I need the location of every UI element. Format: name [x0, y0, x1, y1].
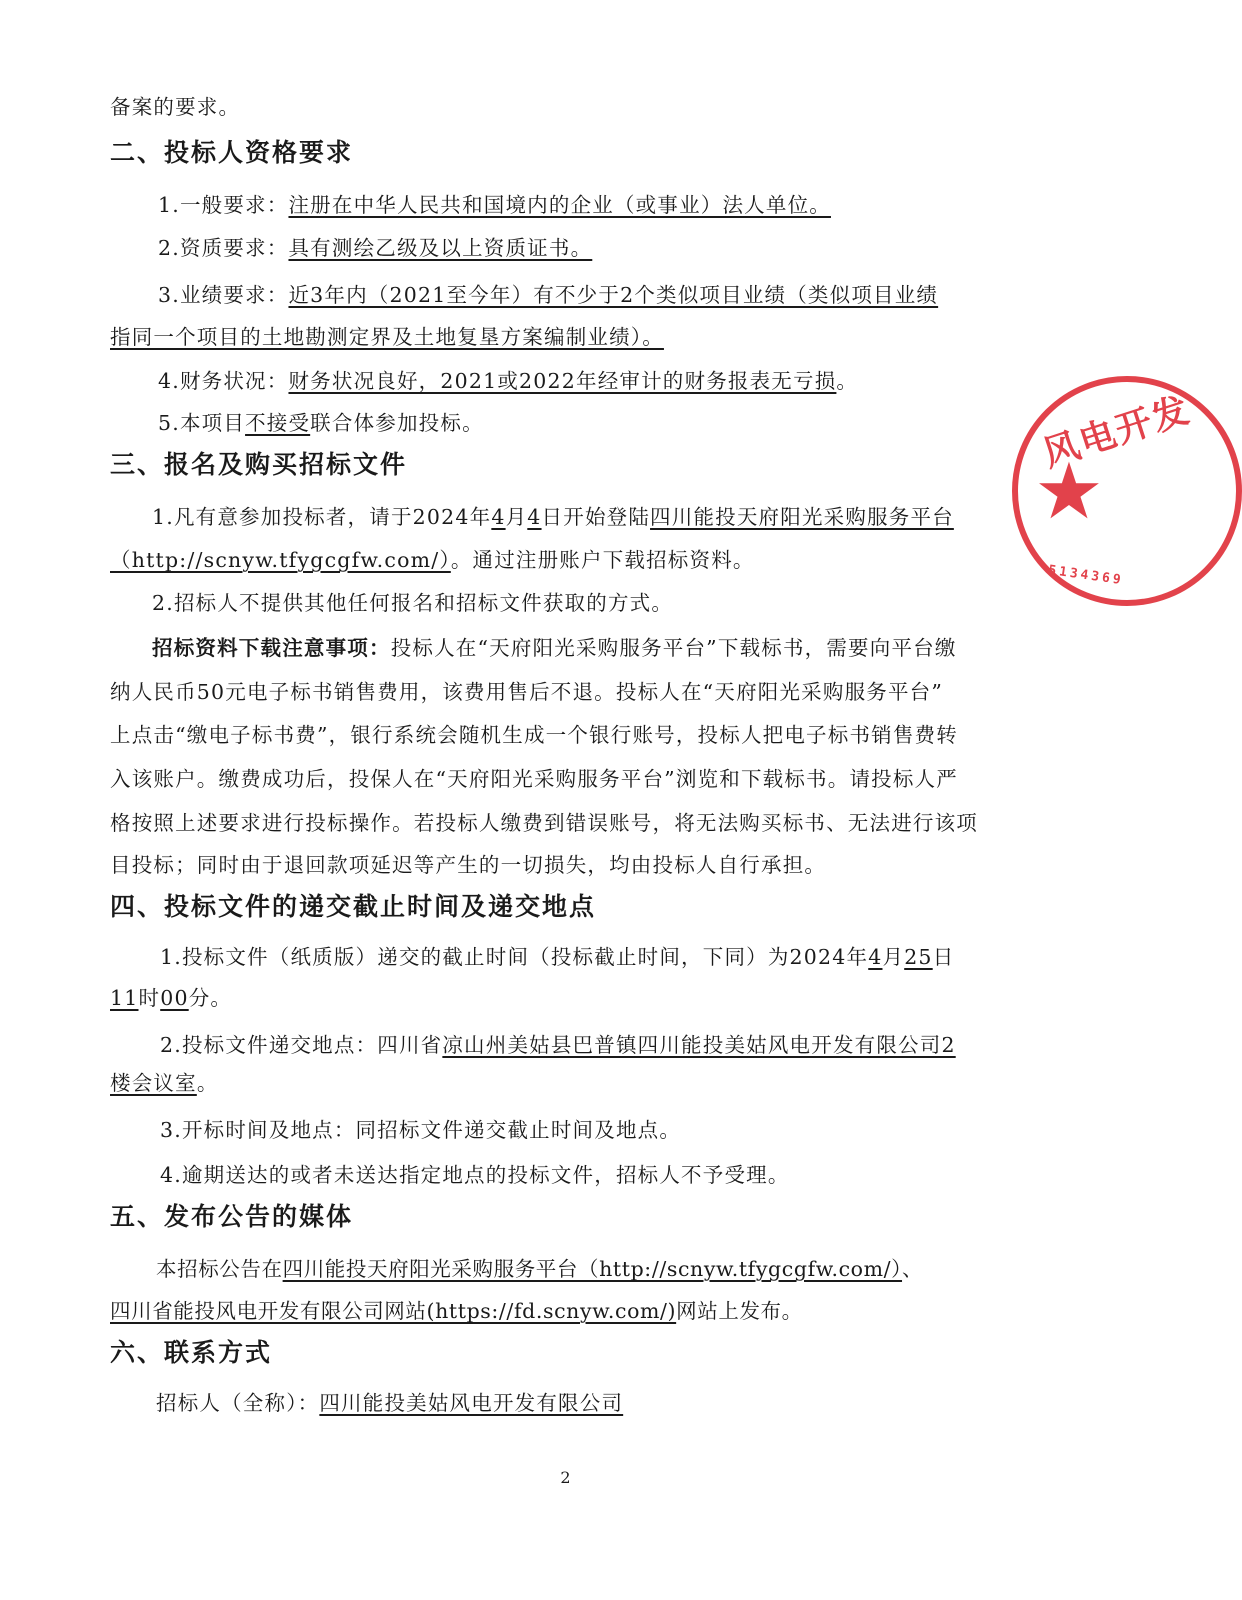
text-line: 招标人（全称）：四川能投美姑风电开发有限公司: [156, 1391, 624, 1415]
section-heading-2: 二、投标人资格要求: [110, 138, 354, 167]
text-line: 格按照上述要求进行投标操作。若投标人缴费到错误账号，将无法购买标书、无法进行该项: [110, 811, 978, 835]
text-line: 楼会议室。: [110, 1071, 219, 1095]
text-line: 11时00分。: [110, 986, 233, 1010]
text-line: 指同一个项目的土地勘测定界及土地复垦方案编制业绩）。: [110, 325, 664, 349]
text-line: 1.凡有意参加投标者，请于2024年4月4日开始登陆四川能投天府阳光采购服务平台: [152, 505, 954, 529]
seal-number: 5134369: [1047, 562, 1125, 589]
section-heading-6: 六、联系方式: [110, 1338, 273, 1367]
company-seal: [1012, 376, 1242, 606]
text-line: （http://scnyw.tfygcgfw.com/）。通过注册账户下载招标资料。: [110, 548, 755, 572]
section-heading-3: 三、报名及购买招标文件: [110, 450, 408, 479]
text-line: 4.财务状况：财务状况良好，2021或2022年经审计的财务报表无亏损。: [158, 369, 859, 393]
text-line: 3.开标时间及地点：同招标文件递交截止时间及地点。: [160, 1118, 682, 1142]
text-line: 3.业绩要求：近3年内（2021至今年）有不少于2个类似项目业绩（类似项目业绩: [158, 283, 939, 307]
text-line: 备案的要求。: [110, 95, 241, 119]
text-line: 4.逾期送达的或者未送达指定地点的投标文件，招标人不予受理。: [160, 1163, 790, 1187]
text-line: 2.招标人不提供其他任何报名和招标文件获取的方式。: [152, 591, 674, 615]
section-heading-4: 四、投标文件的递交截止时间及递交地点: [110, 892, 597, 921]
seal-star-icon: ★: [1034, 447, 1104, 537]
seal-text: 风电开发: [1038, 389, 1196, 476]
text-line: 2.投标文件递交地点：四川省凉山州美姑县巴普镇四川能投美姑风电开发有限公司2: [160, 1033, 956, 1057]
text-line: 入该账户。缴费成功后，投保人在“天府阳光采购服务平台”浏览和下载标书。请投标人严: [110, 767, 958, 791]
text-line: 上点击“缴电子标书费”，银行系统会随机生成一个银行账号，投标人把电子标书销售费转: [110, 723, 958, 747]
text-line: 2.资质要求：具有测绘乙级及以上资质证书。: [158, 236, 593, 260]
text-line: 目投标；同时由于退回款项延迟等产生的一切损失，均由投标人自行承担。: [110, 853, 827, 877]
text-line: 5.本项目不接受联合体参加投标。: [158, 411, 484, 435]
text-line: 四川省能投风电开发有限公司网站(https://fd.scnyw.com/)网站上发布。: [110, 1299, 803, 1323]
text-line: 本招标公告在四川能投天府阳光采购服务平台（http://scnyw.tfygcgfw.com/）、: [156, 1257, 924, 1281]
text-line: 招标资料下载注意事项：投标人在“天府阳光采购服务平台”下载标书，需要向平台缴: [152, 636, 957, 660]
text-line: 1.投标文件（纸质版）递交的截止时间（投标截止时间，下同）为2024年4月25日: [160, 945, 955, 969]
page-number: 2: [560, 1468, 571, 1487]
text-line: 纳人民币50元电子标书销售费用，该费用售后不退。投标人在“天府阳光采购服务平台”: [110, 680, 944, 704]
text-line: 1.一般要求：注册在中华人民共和国境内的企业（或事业）法人单位。: [158, 193, 831, 217]
section-heading-5: 五、发布公告的媒体: [110, 1202, 354, 1231]
